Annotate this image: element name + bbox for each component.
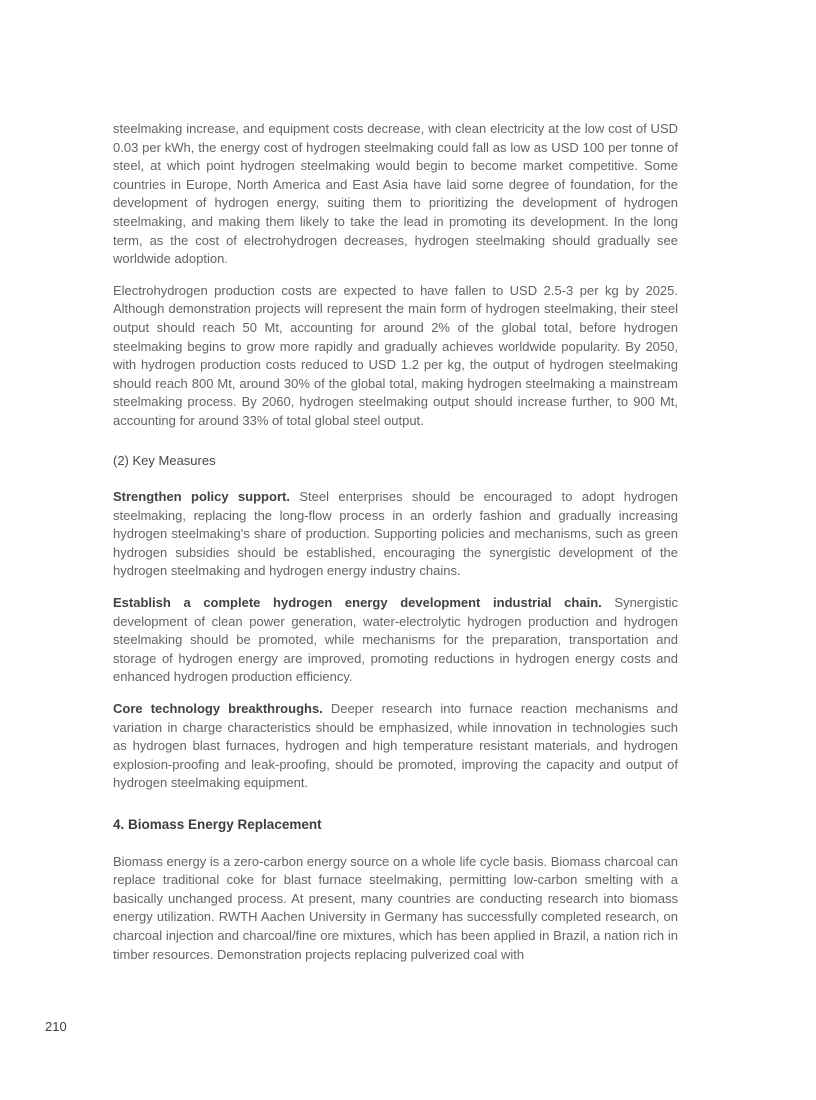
paragraph-lead-core-technology: Core technology breakthroughs. xyxy=(113,701,323,717)
paragraph-industrial-chain xyxy=(113,594,678,687)
paragraph-electrohydrogen-outlook xyxy=(113,282,678,431)
paragraph-strengthen-policy-support xyxy=(113,488,678,581)
paragraph-biomass-energy xyxy=(113,853,678,965)
paragraph-text: Biomass energy is a zero-carbon energy source on a whole life cycle basis. Biomass charcoal can replace traditional coke for blast furnace steelmaking, permitting low-carbon smelting with a basically unchanged process. At present, many countries are conducting research into biomass energy utilization. RWTH Aachen University in Germany has successfully completed research, on charcoal injection and charcoal/fine ore mixtures, which has been applied in Brazil, a nation rich in timber resources. Demonstration projects replacing pulverized coal with xyxy=(113,853,678,962)
paragraph-text: Synergistic development of clean power generation, water-electrolytic hydrogen production and hydrogen steelmaking should be promoted, while mechanisms for the preparation, transportation and storage of hydrogen energy are improved, promoting reductions in hydrogen energy costs and enhanced hydrogen production efficiency. xyxy=(113,595,678,685)
subheading-key-measures: (2) Key Measures xyxy=(113,452,216,468)
paragraph-text: Steel enterprises should be encouraged to adopt hydrogen steelmaking, replacing the long-flow process in an orderly fashion and gradually increasing hydrogen steelmaking's share of production. Supporting policies and mechanisms, such as green hydrogen subsidies should be established, encouraging the synergistic development of the hydrogen steelmaking and hydrogen energy industry chains. xyxy=(113,489,678,579)
paragraph-text: steelmaking increase, and equipment costs decrease, with clean electricity at the low cost of USD 0.03 per kWh, the energy cost of hydrogen steelmaking could fall as low as USD 100 per tonne of steel, at which point hydrogen steelmaking would begin to become market competitive. Some countries in Europe, North America and East Asia have laid some degree of foundation, for the development of hydrogen energy, suiting them to prioritizing the development of hydrogen steelmaking, and making them likely to take the lead in promoting its development. In the long term, as the cost of electrohydrogen decreases, hydrogen steelmaking should gradually see worldwide adoption. xyxy=(113,121,678,267)
paragraph-lead-strengthen-policy-support: Strengthen policy support. xyxy=(113,489,290,505)
text-column xyxy=(113,120,678,964)
heading-biomass-energy-replacement: 4. Biomass Energy Replacement xyxy=(113,817,322,832)
paragraph-hydrogen-cost xyxy=(113,120,678,269)
paragraph-text: Electrohydrogen production costs are expected to have fallen to USD 2.5-3 per kg by 2025. Although demonstration projects will represent the main form of hydrogen steelmaking, their steel output should reach 50 Mt, accounting for around 2% of the global total, before hydrogen steelmaking begins to grow more rapidly and gradually achieves worldwide popularity. By 2050, with hydrogen production costs reduced to USD 1.2 per kg, the output of hydrogen steelmaking should reach 800 Mt, around 30% of the global total, making hydrogen steelmaking a mainstream steelmaking process. By 2060, hydrogen steelmaking output should increase further, to 900 Mt, accounting for around 33% of total global steel output. xyxy=(113,282,678,428)
paragraph-core-technology xyxy=(113,700,678,793)
paragraph-text: Deeper research into furnace reaction mechanisms and variation in charge characteristics should be emphasized, while innovation in technologies such as hydrogen blast furnaces, hydrogen and high temperature resistant materials, and hydrogen explosion-proofing and leak-proofing, should be promoted, improving the capacity and output of hydrogen steelmaking equipment. xyxy=(113,701,678,791)
paragraph-lead-industrial-chain: Establish a complete hydrogen energy development industrial chain. xyxy=(113,595,602,611)
page-number: 210 xyxy=(45,1019,67,1034)
